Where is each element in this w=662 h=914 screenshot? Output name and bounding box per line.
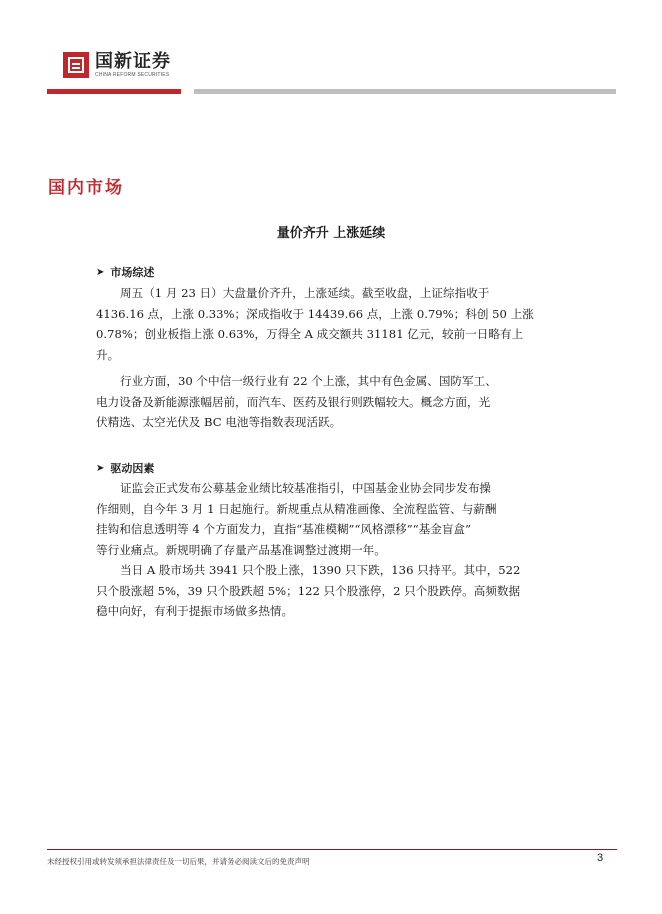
paragraph-line: 只个股涨超 5%，39 只个股跌超 5%；122 只个股涨停，2 只个股跌停。高频数据 — [96, 583, 521, 598]
subsection-heading-market-overview — [96, 264, 154, 280]
paragraph-line: 挂钩和信息透明等 4 个方面发力，直指“基准模糊”“风格漂移”“基金盲盒” — [96, 522, 471, 536]
paragraph-line: 升。 — [96, 347, 120, 362]
arrow-bullet-icon: ➤ — [96, 266, 105, 278]
paragraph-market-close — [96, 283, 576, 365]
header-rule-red — [47, 89, 181, 94]
header-rule-gray — [194, 89, 616, 94]
logo-text — [95, 50, 171, 78]
article-headline: 量价齐升 上涨延续 — [276, 226, 386, 241]
company-logo — [63, 52, 171, 78]
paragraph-line: 当日 A 股市场共 3941 只个股上涨，1390 只下跌，136 只持平。其中，522 — [120, 563, 521, 577]
paragraph-line: 稳中向好，有利于提振市场做多热情。 — [96, 604, 294, 618]
paragraph-line: 周五（1 月 23 日）大盘量价齐升，上涨延续。截至收盘，上证综指收于 — [120, 286, 490, 300]
paragraph-line: 4136.16 点，上涨 0.33%；深成指收于 14439.66 点，上涨 0.79%；科创 50 上涨 — [96, 306, 534, 321]
paragraph-line: 电力设备及新能源涨幅居前，而汽车、医药及银行则跌幅较大。概念方面，光 — [96, 394, 491, 409]
paragraph-industry — [96, 371, 576, 433]
paragraph-breadth — [96, 560, 576, 622]
subsection-title: 市场综述 — [110, 266, 155, 279]
page-number: 3 — [597, 852, 604, 864]
subsection-title: 驱动因素 — [110, 462, 155, 475]
section-title: 国内市场 — [48, 178, 124, 198]
footer-rule — [47, 849, 617, 850]
arrow-bullet-icon: ➤ — [96, 462, 105, 474]
paragraph-line: 0.78%；创业板指上涨 0.63%，万得全 A 成交额共 31181 亿元，较前一日略有上 — [96, 327, 524, 341]
paragraph-regulation — [96, 478, 576, 560]
paragraph-line: 行业方面，30 个中信一级行业有 22 个上涨，其中有色金属、国防军工、 — [120, 374, 497, 388]
paragraph-line: 伏精选、太空光伏及 BC 电池等指数表现活跃。 — [96, 415, 342, 429]
logo-mark-icon — [63, 52, 89, 78]
subsection-heading-drivers — [96, 460, 154, 476]
logo-name-en: CHINA REFORM SECURITIES — [95, 71, 170, 78]
paragraph-line: 作细则，自今年 3 月 1 日起施行。新规重点从精准画像、全流程监管、与薪酬 — [96, 501, 497, 516]
paragraph-line: 等行业痛点。新规明确了存量产品基准调整过渡期一年。 — [96, 542, 386, 557]
footer-disclaimer: 未经授权引用或转发须承担法律责任及一切后果，并请务必阅读文后的免责声明 — [47, 857, 310, 866]
logo-name-cn: 国新证券 — [95, 50, 171, 72]
paragraph-line: 证监会正式发布公募基金业绩比较基准指引，中国基金业协会同步发布操 — [120, 481, 492, 495]
